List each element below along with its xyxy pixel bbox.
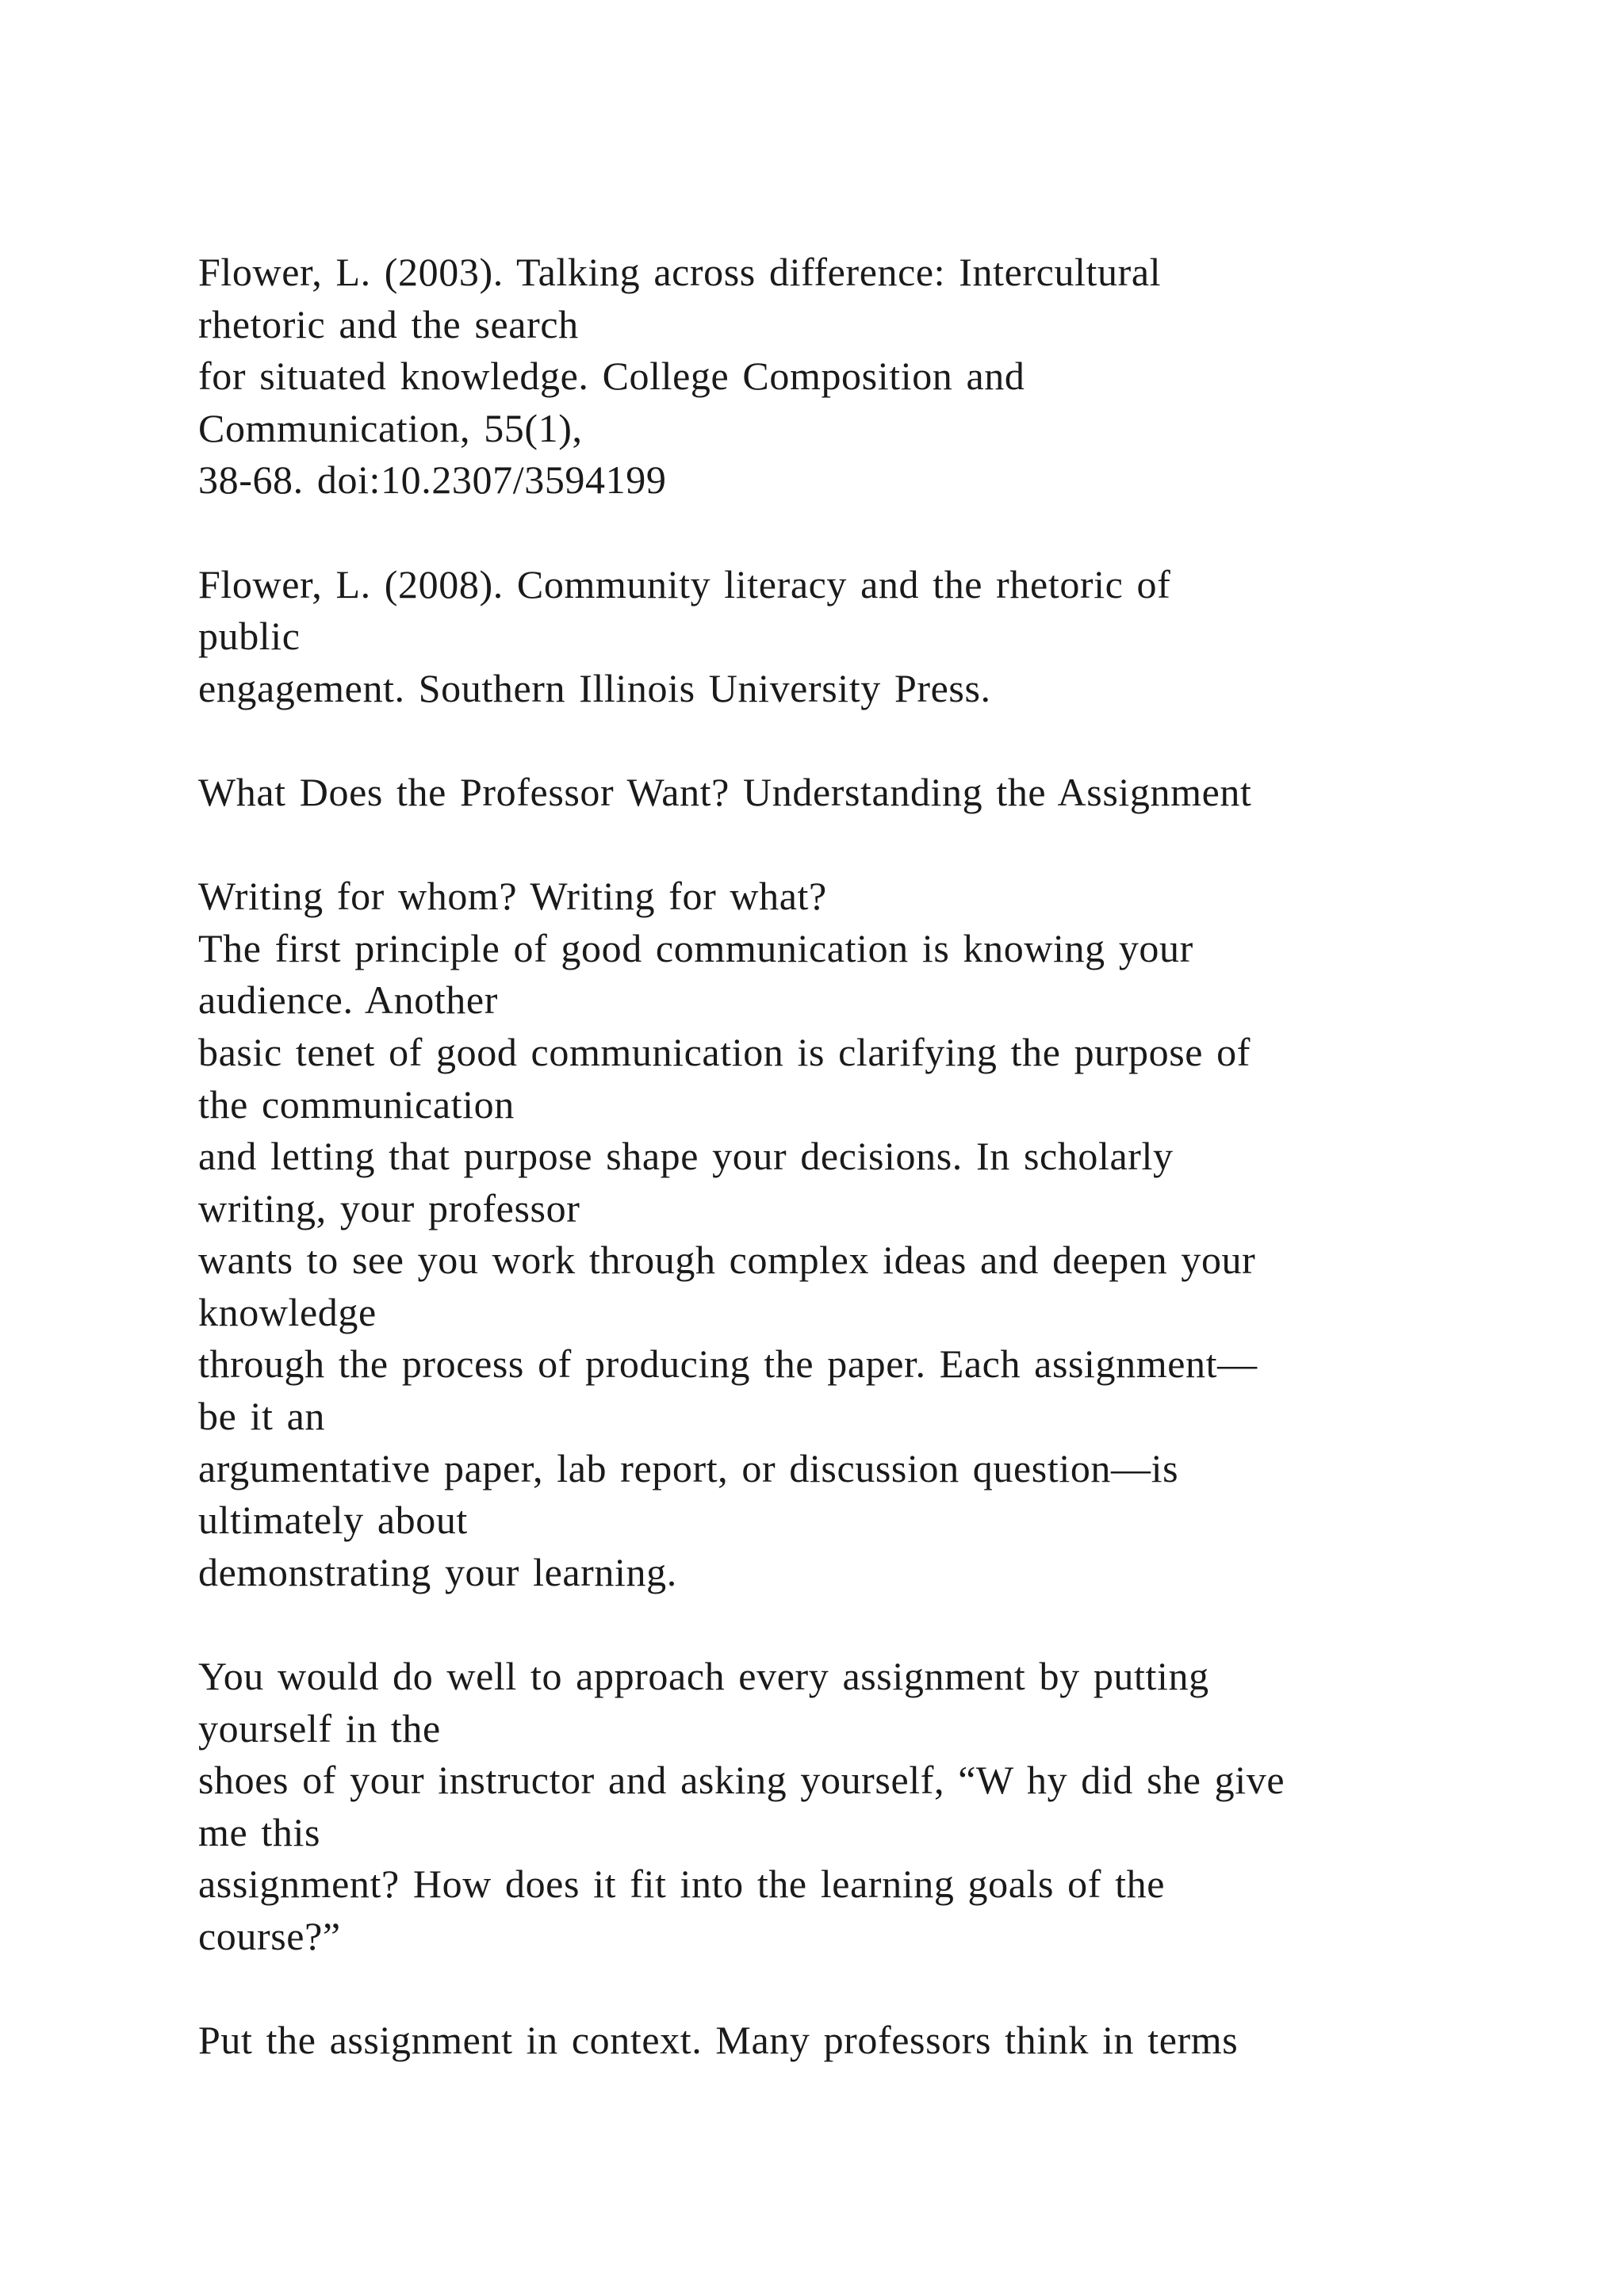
text-line: You would do well to approach every assignment by putting: [198, 1654, 1209, 1699]
text-line: for situated knowledge. College Composition and: [198, 354, 1025, 399]
text-line: be it an: [198, 1394, 325, 1439]
text-line: audience. Another: [198, 978, 498, 1023]
text-line: course?”: [198, 1914, 341, 1958]
text-line: assignment? How does it fit into the learning goals of the: [198, 1862, 1166, 1907]
text-line: basic tenet of good communication is clarifying the purpose of: [198, 1029, 1251, 1074]
text-line: knowledge: [198, 1289, 377, 1334]
blank-line: [198, 1963, 1483, 2015]
text-line: Flower, L. (2003). Talking across difference: Intercultural: [198, 250, 1162, 294]
document-body: [198, 247, 1483, 2067]
text-line: me this: [198, 1809, 321, 1854]
text-line: engagement. Southern Illinois University Press.: [198, 665, 991, 710]
text-line: shoes of your instructor and asking yourself, “W hy did she give: [198, 1758, 1285, 1803]
text-line: 38-68. doi:10.2307/3594199: [198, 457, 667, 503]
text-line: The first principle of good communication is knowing your: [198, 925, 1193, 970]
section-heading: What Does the Professor Want? Understanding the Assignment: [198, 769, 1252, 814]
text-line: Flower, L. (2008). Community literacy and the rhetoric of: [198, 561, 1171, 607]
subheading: Writing for whom? Writing for what?: [198, 874, 827, 919]
text-line: rhetoric and the search: [198, 301, 579, 346]
text-line: yourself in the: [198, 1705, 441, 1751]
text-line: and letting that purpose shape your decisions. In scholarly: [198, 1134, 1174, 1179]
blank-line: [198, 507, 1483, 559]
text-line: argumentative paper, lab report, or discussion question—is: [198, 1445, 1179, 1490]
text-line: through the process of producing the paper. Each assignment—: [198, 1341, 1258, 1387]
text-line: the communication: [198, 1081, 515, 1127]
text-line: public: [198, 614, 301, 659]
text-line: ultimately about: [198, 1498, 468, 1543]
text-line: Put the assignment in context. Many professors think in terms: [198, 2018, 1239, 2063]
text-line: writing, your professor: [198, 1185, 580, 1230]
blank-line: [198, 1598, 1483, 1651]
blank-line: [198, 714, 1483, 767]
blank-line: [198, 819, 1483, 871]
text-line: demonstrating your learning.: [198, 1549, 677, 1594]
text-line: Communication, 55(1),: [198, 405, 583, 450]
text-line: wants to see you work through complex ideas and deepen your: [198, 1238, 1256, 1283]
